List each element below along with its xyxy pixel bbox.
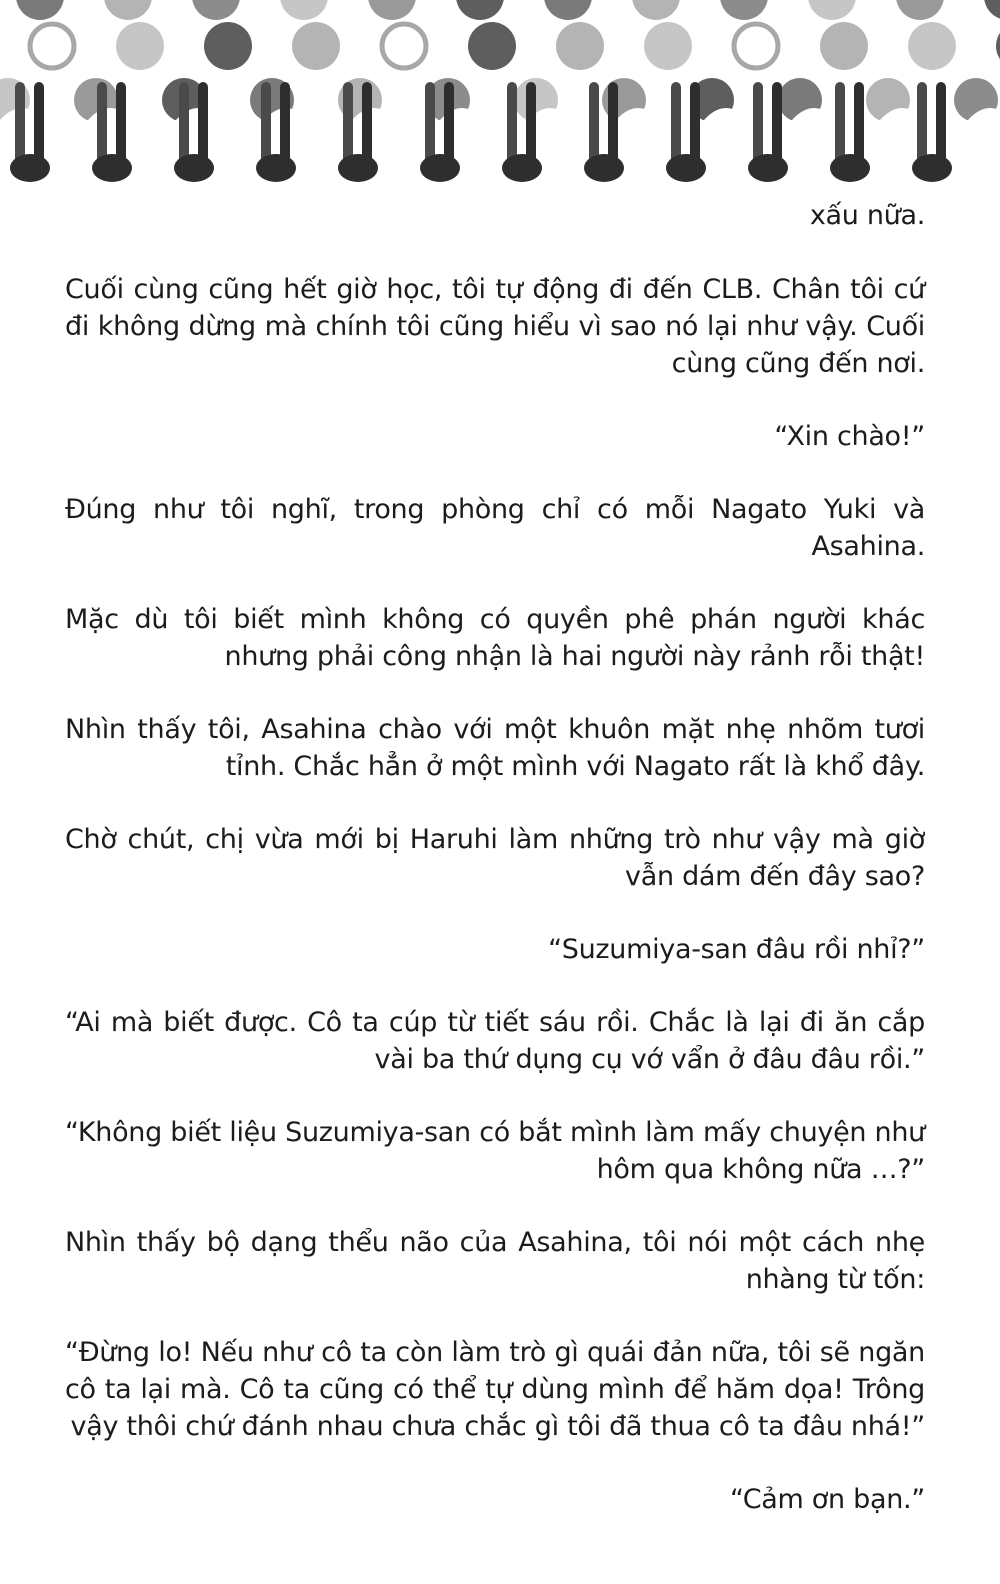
dot <box>192 0 240 20</box>
ring-hole <box>256 154 296 182</box>
paragraph-6: Nhìn thấy tôi, Asahina chào với một khuôn mặt nhẹ nhõm tươi tỉnh. Chắc hẳn ở một mình với Nagato rất là khổ đây. <box>65 714 925 782</box>
paragraph-1: xấu nữa. <box>809 200 925 231</box>
dot <box>632 0 680 20</box>
ring-hole <box>420 154 460 182</box>
ring-dot <box>30 24 74 68</box>
dot <box>456 0 504 20</box>
dot <box>116 22 164 70</box>
paragraph-9: “Ai mà biết được. Cô ta cúp từ tiết sáu rồi. Chắc là lại đi ăn cắp vài ba thứ dụng cụ vớ vẩn ở đâu đâu rồi.” <box>65 1007 925 1075</box>
paragraph-12: “Đừng lo! Nếu như cô ta còn làm trò gì quái đản nữa, tôi sẽ ngăn cô ta lại mà. Cô ta cũng có thể tự dùng mình để hăm dọa! Trông vậy thôi chứ đánh nhau chưa chắc gì tôi đã thua cô ta đâu nhá!” <box>65 1337 925 1442</box>
paragraph-13: “Cảm ơn bạn.” <box>730 1484 925 1515</box>
ring-hole <box>174 154 214 182</box>
paragraph-8: “Suzumiya-san đâu rồi nhỉ?” <box>548 934 925 965</box>
paragraph-3: “Xin chào!” <box>774 421 925 452</box>
dot <box>808 0 856 20</box>
ring-hole <box>502 154 542 182</box>
dot <box>544 0 592 20</box>
dot <box>292 22 340 70</box>
notebook-binding-header <box>0 0 1000 195</box>
paragraph-2: Cuối cùng cũng hết giờ học, tôi tự động đi đến CLB. Chân tôi cứ đi không dừng mà chính tôi cũng hiểu vì sao nó lại như vậy. Cuối cùng cũng đến nơi. <box>65 274 925 379</box>
ring-hole <box>748 154 788 182</box>
dot <box>104 0 152 20</box>
ring-hole <box>92 154 132 182</box>
dot <box>896 0 944 20</box>
polka-dot-pattern <box>0 0 1000 122</box>
ring-hole <box>666 154 706 182</box>
ring-dot <box>734 24 778 68</box>
ring-hole <box>830 154 870 182</box>
dot <box>996 22 1000 70</box>
dot <box>368 0 416 20</box>
spiral-binding-illustration <box>0 0 1000 195</box>
dot <box>556 22 604 70</box>
dot <box>16 0 64 20</box>
dot <box>204 22 252 70</box>
ring-hole <box>338 154 378 182</box>
paragraph-4: Đúng như tôi nghĩ, trong phòng chỉ có mỗi Nagato Yuki và Asahina. <box>65 494 925 562</box>
ring-hole <box>912 154 952 182</box>
dot <box>644 22 692 70</box>
ring-dot <box>382 24 426 68</box>
page-body <box>65 197 925 1554</box>
dot <box>720 0 768 20</box>
paragraph-11: Nhìn thấy bộ dạng thểu não của Asahina, tôi nói một cách nhẹ nhàng từ tốn: <box>65 1227 925 1295</box>
dot <box>908 22 956 70</box>
paragraph-7: Chờ chút, chị vừa mới bị Haruhi làm những trò như vậy mà giờ vẫn dám đến đây sao? <box>65 824 925 892</box>
paragraph-10: “Không biết liệu Suzumiya-san có bắt mình làm mấy chuyện như hôm qua không nữa …?” <box>65 1117 925 1185</box>
dot <box>468 22 516 70</box>
dot <box>820 22 868 70</box>
paragraph-5: Mặc dù tôi biết mình không có quyền phê phán người khác nhưng phải công nhận là hai người này rảnh rỗi thật! <box>65 604 925 672</box>
dot <box>984 0 1000 20</box>
ring-hole <box>584 154 624 182</box>
ring-hole <box>10 154 50 182</box>
dot <box>280 0 328 20</box>
